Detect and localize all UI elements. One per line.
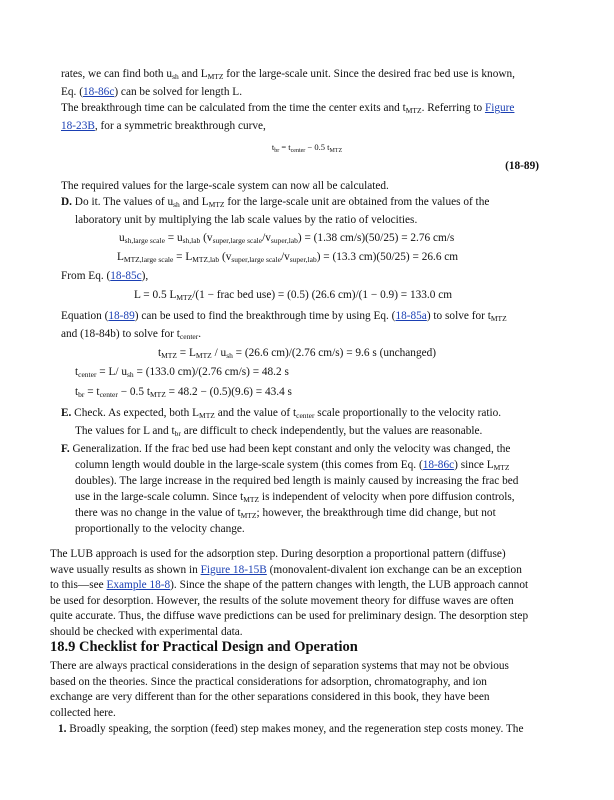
paragraph-breakthrough: The breakthrough time can be calculated from the time the center exits and $t_{MTZ}$. Referring to Figure 18-23B, for a symmetric breakthrough curve,	[61, 102, 515, 132]
link-eq-18-86c[interactable]: 18-86c	[82, 86, 115, 98]
step-f: F. Generalization. If the frac bed use had been kept constant and only the velocity was changed, the column length would double in the large-scale system (this comes from Eq. (18-86c) since $L_{MTZ}$ doubles). The large increase in the required bed length is mainly caused by increasing the frac bed use in the large-scale column. Since $t_{MTZ}$ is independent of velocity when pore diffusion controls, there was no change in the value of $t_{MTZ}$; however, the breakthrough time did change, but not proportionally to the velocity change.	[61, 443, 519, 535]
paragraph-equation-use: Equation (18-89) can be used to find the breakthrough time by using Eq. (18-85a) to solve for $t_{MTZ}$ and (18-84b) to solve for $t_{center}$.	[61, 310, 507, 341]
paragraph-checklist-intro: There are always practical considerations in the design of separation systems that may not be obvious based on the theories. Since the practical considerations for adsorption, chromatography, and ion exchange are very different than for the other separations considered in this book, they have been collected here.	[50, 660, 509, 719]
equation-ush: $u_{sh,large scale} = u_{sh,lab}$ $(v_{super,large scale}/v_{super,lab}) = (1.38$ cm/s)(50/25) = 2.76 cm/s	[119, 232, 455, 245]
equation-tbr: $t_{br} = t_{center} - 0.5$ $t_{MTZ} = 48.2 - (0.5)(9.6) = 43.4$ s	[75, 386, 292, 399]
link-eq-18-89[interactable]: 18-89	[108, 310, 135, 322]
equation-lmtz: $L_{MTZ,large scale} = L_{MTZ,lab}$ $(v_{super,large scale}/v_{super,lab}) = (13.3$ cm)(50/25) = 26.6 cm	[117, 251, 459, 264]
link-figure-18-23b[interactable]: Figure	[484, 102, 515, 114]
paragraph-required: The required values for the large-scale system can now all be calculated.	[61, 180, 389, 192]
link-eq-18-86c-2[interactable]: 18-86c	[422, 459, 455, 471]
step-d: D. Do it. The values of $u_{sh}$ and $L_{MTZ}$ for the large-scale unit are obtained from the values of the laboratory unit by multiplying the lab scale values by the ratio of velocities.	[61, 196, 490, 226]
link-figure-18-15b[interactable]: Figure 18-15B	[200, 563, 267, 576]
link-example-18-8[interactable]: Example 18-8	[106, 579, 171, 591]
paragraph-lub: The LUB approach is used for the adsorption step. During desorption a proportional pattern (diffuse) wave usually results as shown in Figure 18-15B (monovalent-divalent ion exchange can be an exception to this—see Example 18-8). Since the shape of the pattern changes with length, the LUB approach cannot be used for desorption. However, the results of the solute movement theory for diffuse waves are often quite accurate. Thus, the diffuse wave predictions can be used for preliminary design. The desorption step should be checked with experimental data.	[50, 548, 529, 638]
paragraph-frac-bed: rates, we can find both $u_{sh}$ and $L_{MTZ}$ for the large-scale unit. Since the desired frac bed use is known, Eq. (18-86c) can be solved for length L.	[61, 68, 515, 98]
equation-tcenter: $t_{center} = L/$ $u_{sh} = (133.0$ cm)/(2.76 cm/s) = 48.2 s	[75, 366, 289, 379]
from-eq: From Eq. (18-85c),	[61, 270, 149, 282]
equation-number: (18-89)	[505, 160, 539, 172]
equation-length: L = 0.5 $L_{MTZ}/(1$ − frac bed use) = (0.5) (26.6 cm)/(1 − 0.9) = 133.0 cm	[134, 289, 453, 302]
checklist-item-1: 1. Broadly speaking, the sorption (feed) step makes money, and the regeneration step costs money. The	[58, 723, 524, 735]
link-eq-18-85a[interactable]: 18-85a	[395, 310, 427, 322]
equation-tmtz: $t_{MTZ} = L_{MTZ} / u_{sh} = (26.6$ cm)/(2.76 cm/s) = 9.6 s (unchanged)	[158, 347, 437, 360]
link-eq-18-85c[interactable]: 18-85c	[110, 270, 142, 282]
link-figure-18-23b-cont[interactable]: 18-23B	[61, 120, 95, 132]
equation-18-89: $t_{br} = t_{center} - 0.5$ $t_{MTZ}$	[271, 142, 343, 154]
step-e: E. Check. As expected, both $L_{MTZ}$ and the value of $t_{center}$ scale proportionally to the velocity ratio. The values for L and $t_{br}$ are difficult to check independently, but the values are reasonable.	[61, 407, 502, 438]
section-heading: 18.9 Checklist for Practical Design and Operation	[50, 639, 358, 655]
